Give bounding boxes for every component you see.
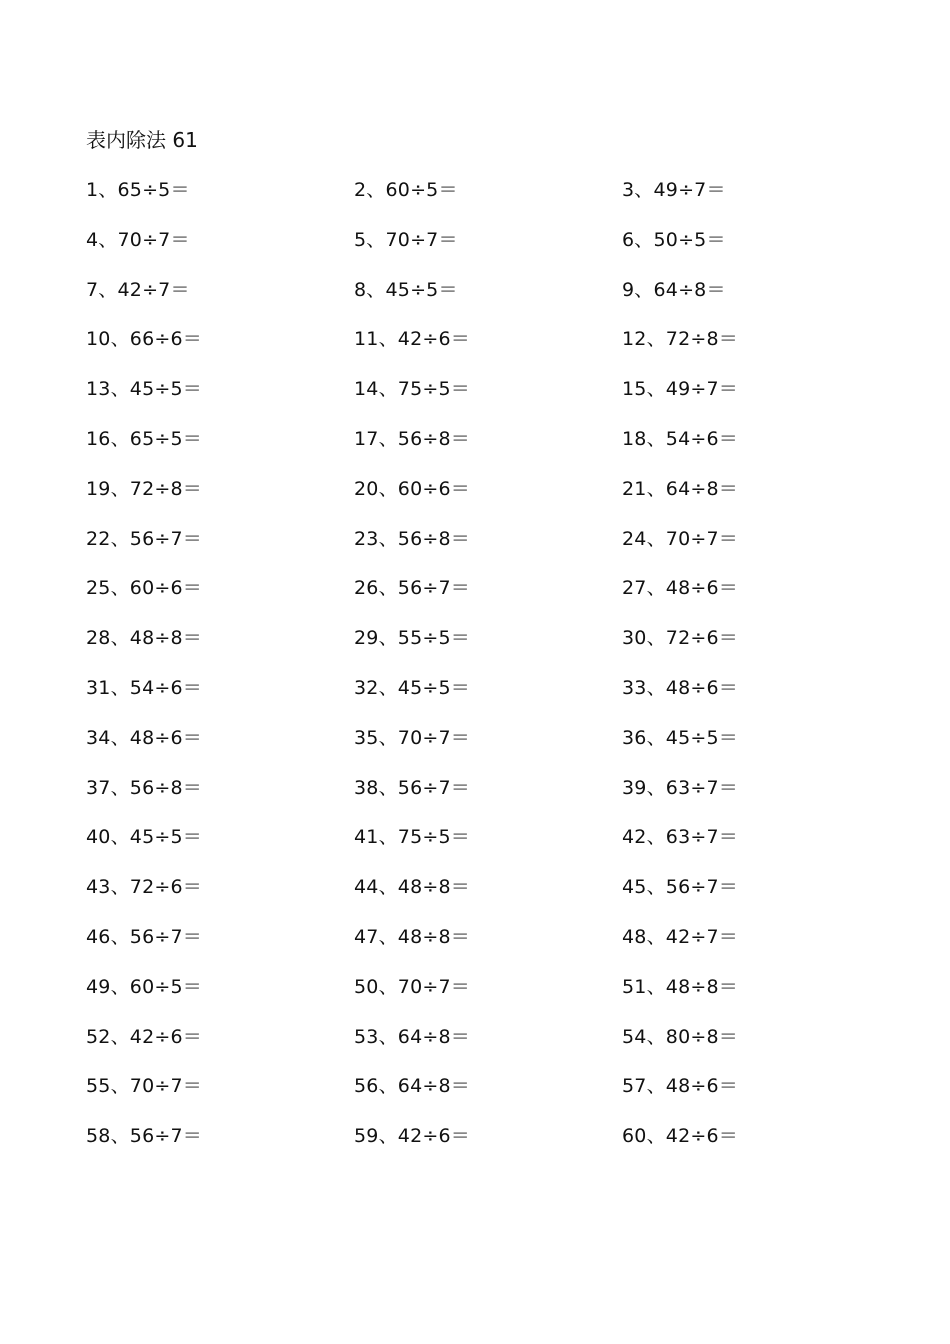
division-problem: 31、54÷6＝ [86,676,202,699]
division-problem: 35、70÷7＝ [354,726,470,749]
division-problem: 54、80÷8＝ [622,1025,738,1048]
division-problem: 50、70÷7＝ [354,975,470,998]
division-problem: 22、56÷7＝ [86,527,202,550]
division-problem: 33、48÷6＝ [622,676,738,699]
division-problem: 53、64÷8＝ [354,1025,470,1048]
division-problem: 5、70÷7＝ [354,228,458,251]
division-problem: 52、42÷6＝ [86,1025,202,1048]
division-problem: 57、48÷6＝ [622,1075,738,1098]
division-problem: 11、42÷6＝ [354,328,470,351]
division-problem: 34、48÷6＝ [86,726,202,749]
division-problem: 36、45÷5＝ [622,726,738,749]
division-problem: 15、49÷7＝ [622,378,738,401]
division-problem: 17、56÷8＝ [354,427,470,450]
division-problem: 27、48÷6＝ [622,577,738,600]
division-problem: 59、42÷6＝ [354,1125,470,1148]
page-title: 表内除法 61 [86,128,198,152]
division-problem: 60、42÷6＝ [622,1125,738,1148]
division-problem: 21、64÷8＝ [622,477,738,500]
division-problem: 12、72÷8＝ [622,328,738,351]
division-problem: 9、64÷8＝ [622,278,726,301]
division-problem: 46、56÷7＝ [86,925,202,948]
division-problem: 32、45÷5＝ [354,676,470,699]
division-problem: 41、75÷5＝ [354,826,470,849]
division-problem: 24、70÷7＝ [622,527,738,550]
division-problem: 19、72÷8＝ [86,477,202,500]
division-problem: 26、56÷7＝ [354,577,470,600]
division-problem: 2、60÷5＝ [354,179,458,201]
division-problem: 30、72÷6＝ [622,627,738,650]
division-problem: 1、65÷5＝ [86,179,190,201]
division-problem: 55、70÷7＝ [86,1075,202,1098]
division-problem: 20、60÷6＝ [354,477,470,500]
division-problem: 23、56÷8＝ [354,527,470,550]
division-problem: 13、45÷5＝ [86,378,202,401]
division-problem: 44、48÷8＝ [354,876,470,899]
division-problem: 48、42÷7＝ [622,925,738,948]
division-problem: 4、70÷7＝ [86,228,190,251]
division-problem: 25、60÷6＝ [86,577,202,600]
division-problem: 38、56÷7＝ [354,776,470,799]
division-problem: 3、49÷7＝ [622,179,726,201]
division-problem: 6、50÷5＝ [622,228,726,251]
division-problem: 47、48÷8＝ [354,925,470,948]
division-problem: 8、45÷5＝ [354,278,458,301]
division-problem: 16、65÷5＝ [86,427,202,450]
division-problem: 42、63÷7＝ [622,826,738,849]
problem-grid [86,176,886,1172]
division-problem: 39、63÷7＝ [622,776,738,799]
division-problem: 51、48÷8＝ [622,975,738,998]
division-problem: 18、54÷6＝ [622,427,738,450]
division-problem: 37、56÷8＝ [86,776,202,799]
division-problem: 49、60÷5＝ [86,975,202,998]
division-problem: 56、64÷8＝ [354,1075,470,1098]
division-problem: 45、56÷7＝ [622,876,738,899]
division-problem: 10、66÷6＝ [86,328,202,351]
division-problem: 14、75÷5＝ [354,378,470,401]
division-problem: 58、56÷7＝ [86,1125,202,1148]
division-problem: 29、55÷5＝ [354,627,470,650]
division-problem: 40、45÷5＝ [86,826,202,849]
division-problem: 7、42÷7＝ [86,278,190,301]
division-problem: 28、48÷8＝ [86,627,202,650]
division-problem: 43、72÷6＝ [86,876,202,899]
